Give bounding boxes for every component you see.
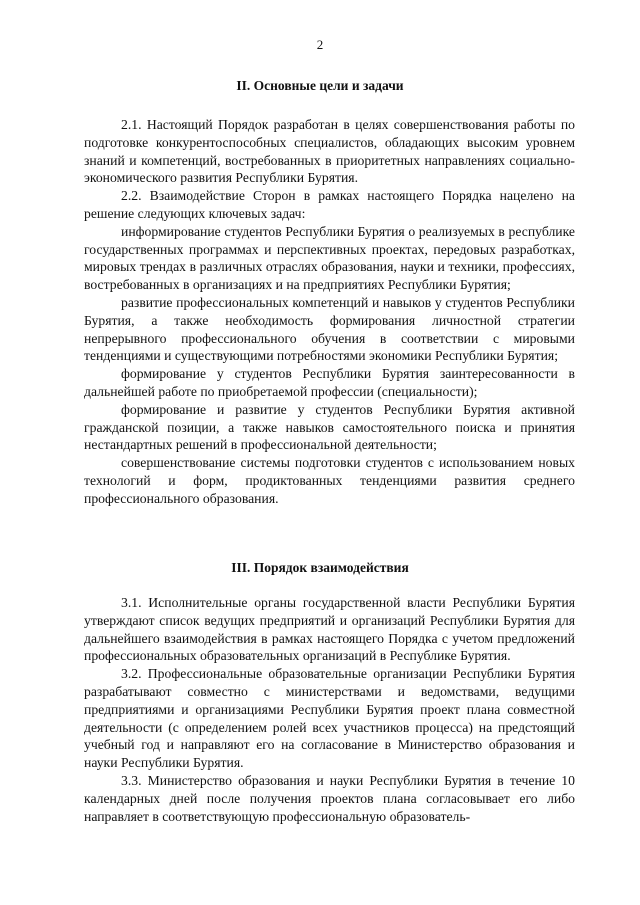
paragraph-3-3: 3.3. Министерство образования и науки Республики Бурятия в течение 10 календарных дней после получения проектов плана согласовывает его либо направляет в соответствующую профессиональную образователь-: [84, 772, 575, 824]
section-3-body: [84, 594, 575, 825]
task-item-competencies: развитие профессиональных компетенций и навыков у студентов Республики Бурятия, а также необходимость формирования личностной стратегии непрерывного профессионального обучения в соответствии с мировыми тенденциями и существующими потребностями экономики Республики Бурятия;: [84, 294, 575, 364]
page-number: 2: [316, 37, 324, 52]
paragraph-3-1: 3.1. Исполнительные органы государственной власти Республики Бурятия утверждают список ведущих предприятий и организаций Республики Бурятия для дальнейшего взаимодействия в рамках настоящего Порядка с учетом предложений профессиональных образовательных организаций в Республике Бурятия.: [84, 595, 575, 664]
paragraph-2-2: 2.2. Взаимодействие Сторон в рамках настоящего Порядка нацелено на решение следующих ключевых задач:: [84, 188, 575, 221]
section-3-title: III. Порядок взаимодействия: [231, 560, 409, 575]
task-item-informing: информирование студентов Республики Бурятия о реализуемых в республике государственных программах и перспективных проектах, передовых разработках, мировых трендах в различных отраслях образования, науки и техники, профессиях, востребованных в организациях и на предприятиях Республики Бурятия;: [84, 223, 575, 293]
paragraph-2-1: 2.1. Настоящий Порядок разработан в целях совершенствования работы по подготовке конкурентоспособных специалистов, обладающих высоким уровнем знаний и компетенций, востребованных в приоритетных направлениях социально-экономического развития Республики Бурятия.: [84, 117, 575, 186]
paragraph-3-2: 3.2. Профессиональные образовательные организации Республики Бурятия разрабатывают совместно с министерствами и ведомствами, ведущими предприятиями и организациями Республики Бурятия проект плана совместной деятельности (с определением ролей всех участников процесса) на предстоящий учебный год и направляют его на согласование в Министерство образования и науки Республики Бурятия.: [84, 666, 575, 771]
task-item-civic-position: формирование и развитие у студентов Республики Бурятия активной гражданской позиции, а также навыков самостоятельного поиска и принятия нестандартных решений в профессиональной деятельности;: [84, 401, 575, 453]
section-2-title: II. Основные цели и задачи: [236, 78, 404, 93]
task-item-training-system: совершенствование системы подготовки студентов с использованием новых технологий и форм, продиктованных тенденциями развития среднего профессионального образования.: [84, 455, 575, 506]
task-item-interest: формирование у студентов Республики Бурятия заинтересованности в дальнейшей работе по приобретаемой профессии (специальности);: [84, 366, 575, 399]
section-2-body: [84, 116, 575, 508]
